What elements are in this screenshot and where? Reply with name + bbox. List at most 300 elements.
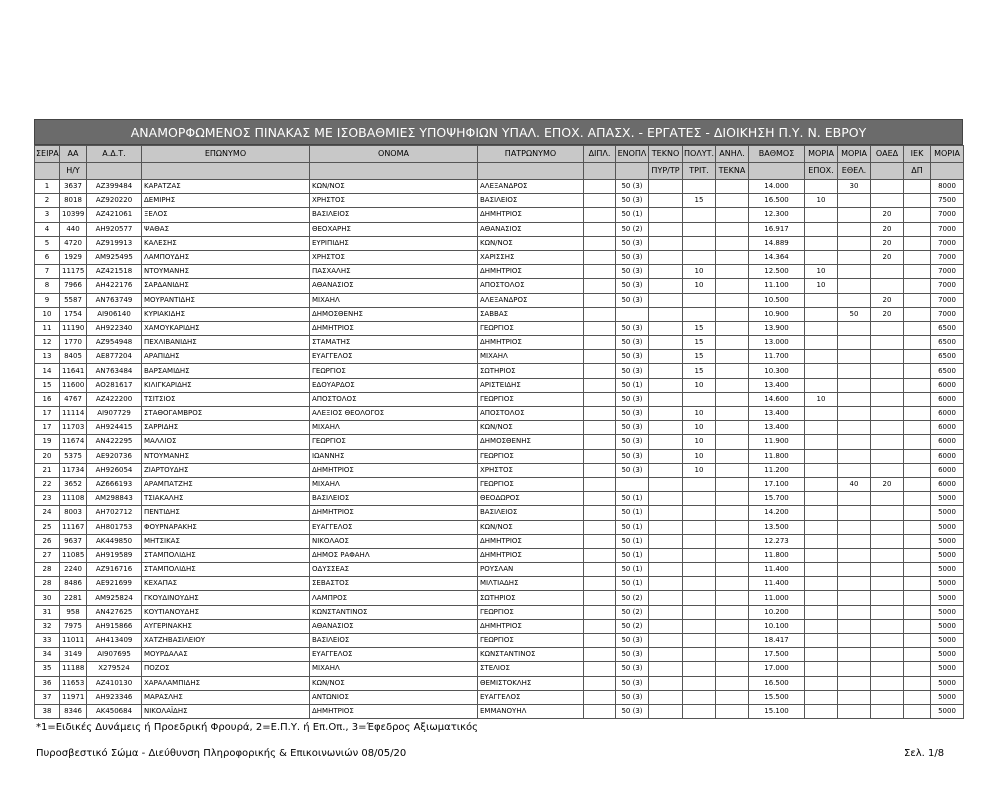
table-cell: ΑΝ427625 [87,605,142,619]
column-header: ΜΟΡΙΑ [805,146,838,163]
table-cell [871,704,904,718]
table-cell: ΑΖ410130 [87,676,142,690]
table-cell: 21 [35,463,60,477]
table-cell [871,336,904,350]
table-cell: 35 [35,662,60,676]
table-cell: 14.200 [749,506,805,520]
table-cell: ΣΩΤΗΡΙΟΣ [478,591,584,605]
table-cell: ΑΝΤΩΝΙΟΣ [310,690,478,704]
table-cell: ΑΡΑΠΙΔΗΣ [142,350,310,364]
table-cell [805,250,838,264]
table-cell [716,378,749,392]
table-cell: 7000 [931,279,964,293]
table-cell [805,421,838,435]
table-row [35,676,964,690]
table-cell [649,194,683,208]
table-cell: ΑΖ919913 [87,236,142,250]
table-cell [584,321,616,335]
table-cell [904,492,931,506]
table-cell [584,180,616,194]
table-cell: 10.200 [749,605,805,619]
table-cell [805,662,838,676]
table-cell [838,449,871,463]
table-cell [838,605,871,619]
table-cell: ΣΑΡΔΑΝΙΔΗΣ [142,279,310,293]
table-cell: 10 [683,265,716,279]
column-header: ΑΑ [60,146,87,163]
table-cell: ΧΡΗΣΤΟΣ [478,463,584,477]
table-cell [683,548,716,562]
table-cell: ΓΕΩΡΓΙΟΣ [478,477,584,491]
table-cell: ΓΕΩΡΓΙΟΣ [310,435,478,449]
table-cell: ΔΗΜΗΤΡΙΟΣ [310,463,478,477]
table-row [35,293,964,307]
table-row [35,605,964,619]
table-cell [584,236,616,250]
table-cell [584,463,616,477]
table-cell: 50 [838,307,871,321]
table-cell [838,591,871,605]
column-header: ΒΑΘΜΟΣ [749,146,805,163]
table-cell: 13.400 [749,407,805,421]
table-cell: ΑΗ922340 [87,321,142,335]
table-cell: ΝΙΚΟΛΑΟΣ [310,534,478,548]
table-cell: ΑΛΕΞΑΝΔΡΟΣ [478,293,584,307]
table-cell: 8003 [60,506,87,520]
table-cell [584,605,616,619]
table-cell [871,619,904,633]
table-cell: 11703 [60,421,87,435]
table-cell: 1754 [60,307,87,321]
table-cell: 30 [838,180,871,194]
table-cell [683,392,716,406]
table-cell: 7 [35,265,60,279]
table-cell [838,407,871,421]
table-cell: ΣΤΑΘΟΓΑΜΒΡΟΣ [142,407,310,421]
table-cell [716,619,749,633]
table-cell: ΔΗΜΟΣΘΕΝΗΣ [478,435,584,449]
table-cell: ΑΠΟΣΤΟΛΟΣ [310,392,478,406]
table-cell: 5000 [931,492,964,506]
table-cell [871,180,904,194]
table-cell [683,208,716,222]
table-cell: 5000 [931,662,964,676]
table-cell [871,648,904,662]
table-cell: ΨΑΘΑΣ [142,222,310,236]
table-cell [805,378,838,392]
table-cell: ΑΝ422295 [87,435,142,449]
table-cell [904,563,931,577]
table-cell [584,265,616,279]
table-cell: ΝΤΟΥΜΑΝΗΣ [142,449,310,463]
column-subheader: ΔΠ [904,163,931,180]
table-cell [649,506,683,520]
table-cell: ΔΗΜΗΤΡΙΟΣ [310,506,478,520]
table-cell [838,194,871,208]
table-row [35,350,964,364]
table-cell [838,634,871,648]
table-cell: 25 [35,520,60,534]
table-cell: 15 [683,336,716,350]
table-cell [904,293,931,307]
table-cell: 11.200 [749,463,805,477]
table-cell: ΑΗ801753 [87,520,142,534]
table-cell: 50 (3) [616,180,649,194]
table-cell: 3 [35,208,60,222]
table-cell [838,293,871,307]
table-cell [904,690,931,704]
table-cell: 11114 [60,407,87,421]
table-cell: ΧΡΗΣΤΟΣ [310,250,478,264]
table-cell: ΒΑΣΙΛΕΙΟΣ [478,194,584,208]
table-cell: ΑΘΑΝΑΣΙΟΣ [310,279,478,293]
table-cell: 10 [805,279,838,293]
table-cell: ΜΙΛΤΙΑΔΗΣ [478,577,584,591]
table-row [35,392,964,406]
table-cell: 11.100 [749,279,805,293]
table-cell [716,236,749,250]
table-cell [649,236,683,250]
table-cell: 11108 [60,492,87,506]
table-cell [683,619,716,633]
table-cell [584,492,616,506]
table-cell: ΛΑΜΠΡΟΣ [310,591,478,605]
table-cell [584,648,616,662]
table-cell [716,690,749,704]
table-title: ΑΝΑΜΟΡΦΩΜΕΝΟΣ ΠΙΝΑΚΑΣ ΜΕ ΙΣΟΒΑΘΜΙΕΣ ΥΠΟΨΗΦΙΩΝ ΥΠΑΛ. ΕΠΟΧ. ΑΠΑΣΧ. - ΕΡΓΑΤΕΣ - ΔΙΟΙΚΗΣΗ Π.Υ. Ν. ΕΒΡΟΥ [34,119,963,145]
table-cell [716,449,749,463]
table-cell: 10 [683,421,716,435]
table-cell: 3652 [60,477,87,491]
table-cell: 6000 [931,477,964,491]
table-cell: 15.500 [749,690,805,704]
table-cell: 50 (3) [616,265,649,279]
table-cell: ΕΥΑΓΓΕΛΟΣ [310,520,478,534]
table-cell: 2 [35,194,60,208]
table-cell: 11.900 [749,435,805,449]
table-cell: 9 [35,293,60,307]
column-subheader [478,163,584,180]
table-cell [649,690,683,704]
table-cell: ΔΗΜΗΤΡΙΟΣ [478,336,584,350]
header-row-2 [35,163,964,180]
table-cell [838,704,871,718]
table-cell: 50 (3) [616,704,649,718]
table-cell [716,435,749,449]
table-cell: 17 [35,421,60,435]
table-cell: ΒΑΣΙΛΕΙΟΣ [310,634,478,648]
table-cell: 20 [35,449,60,463]
table-cell: ΒΑΡΣΑΜΙΔΗΣ [142,364,310,378]
table-cell: 6000 [931,463,964,477]
table-cell: ΣΤΑΜΠΟΛΙΔΗΣ [142,548,310,562]
table-row [35,634,964,648]
table-cell [871,534,904,548]
table-cell [805,648,838,662]
table-cell: 6 [35,250,60,264]
column-subheader: ΤΕΚΝΑ [716,163,749,180]
table-cell: 28 [35,563,60,577]
table-cell: 14.364 [749,250,805,264]
column-subheader: ΤΡΙΤ. [683,163,716,180]
table-cell [871,676,904,690]
column-header: ΠΑΤΡΩΝΥΜΟ [478,146,584,163]
table-cell [805,506,838,520]
table-cell: 40 [838,477,871,491]
table-cell: ΜΙΧΑΗΛ [310,477,478,491]
table-cell: ΓΕΩΡΓΙΟΣ [478,321,584,335]
table-cell: ΘΕΟΧΑΡΗΣ [310,222,478,236]
table-cell: ΔΗΜΗΤΡΙΟΣ [310,321,478,335]
table-row [35,336,964,350]
table-cell: 20 [871,293,904,307]
table-cell [805,492,838,506]
table-cell: ΒΑΣΙΛΕΙΟΣ [478,506,584,520]
table-cell: 14.000 [749,180,805,194]
table-cell [871,194,904,208]
column-subheader [871,163,904,180]
table-cell [904,449,931,463]
table-cell: ΑΗ422176 [87,279,142,293]
table-cell [649,336,683,350]
table-cell: ΦΟΥΡΝΑΡΑΚΗΣ [142,520,310,534]
table-cell: ΔΗΜΗΤΡΙΟΣ [478,208,584,222]
table-cell: 15 [35,378,60,392]
table-cell [616,477,649,491]
table-cell: 11085 [60,548,87,562]
table-cell [649,350,683,364]
table-cell [871,378,904,392]
table-cell [716,577,749,591]
table-cell [805,520,838,534]
table-cell [584,506,616,520]
table-cell [838,563,871,577]
table-cell [904,477,931,491]
table-cell: 15 [683,364,716,378]
table-cell: 10 [683,407,716,421]
table-cell [805,208,838,222]
table-cell: 19 [35,435,60,449]
document-sheet [34,119,964,719]
table-cell: ΛΑΜΠΟΥΔΗΣ [142,250,310,264]
table-cell [584,634,616,648]
column-header: ΜΟΡΙΑ [931,146,964,163]
table-cell: ΜΙΧΑΗΛ [310,662,478,676]
table-cell: 5000 [931,634,964,648]
table-cell: ΔΗΜΗΤΡΙΟΣ [310,704,478,718]
table-cell: ΑΖ422200 [87,392,142,406]
table-cell [683,605,716,619]
table-cell: ΟΔΥΣΣΕΑΣ [310,563,478,577]
table-cell: 15 [683,321,716,335]
table-row [35,222,964,236]
table-cell: ΑΗ702712 [87,506,142,520]
table-cell [584,279,616,293]
table-cell: ΔΗΜΟΣ ΡΑΦΑΗΛ [310,548,478,562]
table-cell: 6000 [931,449,964,463]
table-row [35,492,964,506]
table-cell: 10 [35,307,60,321]
table-cell: 5000 [931,704,964,718]
table-cell [805,463,838,477]
footer-source: Πυροσβεστικό Σώμα - Διεύθυνση Πληροφορικής & Επικοινωνιών 08/05/20 [36,748,407,759]
table-cell: 8346 [60,704,87,718]
table-cell [584,421,616,435]
table-cell [904,435,931,449]
table-row [35,591,964,605]
table-cell: 26 [35,534,60,548]
table-cell: ΚΥΡΙΑΚΙΔΗΣ [142,307,310,321]
table-cell: 50 (1) [616,534,649,548]
table-cell [838,690,871,704]
table-cell: 7000 [931,250,964,264]
table-row [35,180,964,194]
table-cell: 38 [35,704,60,718]
table-cell [584,307,616,321]
table-cell [649,591,683,605]
table-cell: 11188 [60,662,87,676]
table-cell [871,563,904,577]
table-cell: 16.500 [749,194,805,208]
table-cell: 6500 [931,364,964,378]
table-cell [683,634,716,648]
table-cell [871,634,904,648]
table-cell: 50 (1) [616,520,649,534]
table-cell [716,520,749,534]
table-cell: 20 [871,307,904,321]
table-cell: ΑΖ399484 [87,180,142,194]
table-cell [584,449,616,463]
column-subheader: ΕΠΟΧ. [805,163,838,180]
table-cell [904,336,931,350]
table-cell: 37 [35,690,60,704]
table-cell [584,336,616,350]
column-header: ΜΟΡΙΑ [838,146,871,163]
table-cell: ΑΗ926054 [87,463,142,477]
table-cell [716,506,749,520]
table-cell [904,634,931,648]
table-cell: ΑΕ877204 [87,350,142,364]
table-row [35,648,964,662]
table-cell: 6000 [931,407,964,421]
table-cell: ΕΥΑΓΓΕΛΟΣ [310,350,478,364]
table-cell [649,435,683,449]
table-cell [805,563,838,577]
table-cell: ΚΑΛΕΣΗΣ [142,236,310,250]
table-cell: 3637 [60,180,87,194]
column-header: ΕΠΩΝΥΜΟ [142,146,310,163]
table-cell [716,265,749,279]
table-cell: 11.800 [749,449,805,463]
table-cell [904,350,931,364]
table-row [35,704,964,718]
table-cell [904,463,931,477]
table-cell: 4767 [60,392,87,406]
table-cell: 11653 [60,676,87,690]
table-cell: 50 (3) [616,392,649,406]
table-cell [649,222,683,236]
table-cell [904,605,931,619]
table-cell: ΒΑΣΙΛΕΙΟΣ [310,208,478,222]
table-cell: ΝΤΟΥΜΑΝΗΣ [142,265,310,279]
table-cell: 5000 [931,548,964,562]
table-cell [838,350,871,364]
table-cell [904,577,931,591]
table-cell [683,477,716,491]
table-cell [805,236,838,250]
table-cell: 1770 [60,336,87,350]
table-cell: 5000 [931,591,964,605]
table-cell: 11167 [60,520,87,534]
table-cell [904,321,931,335]
table-cell [649,662,683,676]
table-cell: ΒΑΣΙΛΕΙΟΣ [310,492,478,506]
table-cell: 16.500 [749,676,805,690]
table-cell: 50 (3) [616,676,649,690]
table-cell [716,563,749,577]
table-cell [649,704,683,718]
table-cell [649,520,683,534]
table-cell [838,506,871,520]
table-cell [805,350,838,364]
table-cell: 5000 [931,648,964,662]
table-cell: ΑΡΑΜΠΑΤΖΗΣ [142,477,310,491]
table-cell [805,477,838,491]
table-cell: ΚΑΡΑΤΖΑΣ [142,180,310,194]
table-cell [584,520,616,534]
table-cell: 50 (2) [616,619,649,633]
table-cell [904,534,931,548]
table-cell: 13.500 [749,520,805,534]
table-cell [716,648,749,662]
table-cell: 1929 [60,250,87,264]
table-cell [716,364,749,378]
table-cell: 6000 [931,435,964,449]
table-row [35,321,964,335]
table-cell [838,378,871,392]
table-cell: 50 (3) [616,279,649,293]
column-header: ΑΝΗΛ. [716,146,749,163]
table-cell: ΜΟΥΡΑΝΤΙΔΗΣ [142,293,310,307]
table-cell: ΜΗΤΣΙΚΑΣ [142,534,310,548]
table-cell: 31 [35,605,60,619]
table-cell: 50 (2) [616,605,649,619]
table-cell [649,534,683,548]
table-cell: 16 [35,392,60,406]
table-cell: 10 [683,279,716,293]
table-cell: ΑΗ923346 [87,690,142,704]
table-row [35,208,964,222]
table-cell [716,492,749,506]
table-cell [838,236,871,250]
table-cell: ΡΟΥΣΛΑΝ [478,563,584,577]
table-cell [805,591,838,605]
table-cell [584,392,616,406]
table-cell: 20 [871,250,904,264]
table-cell: 17.100 [749,477,805,491]
table-cell [871,265,904,279]
table-cell [838,208,871,222]
table-cell: ΑΜ298843 [87,492,142,506]
table-cell: ΔΗΜΗΤΡΙΟΣ [478,619,584,633]
table-cell [805,293,838,307]
table-cell: ΠΟΖΟΣ [142,662,310,676]
table-cell: 50 (3) [616,634,649,648]
table-cell: 10399 [60,208,87,222]
table-cell: 50 (1) [616,378,649,392]
table-cell: 6000 [931,421,964,435]
table-cell: 24 [35,506,60,520]
